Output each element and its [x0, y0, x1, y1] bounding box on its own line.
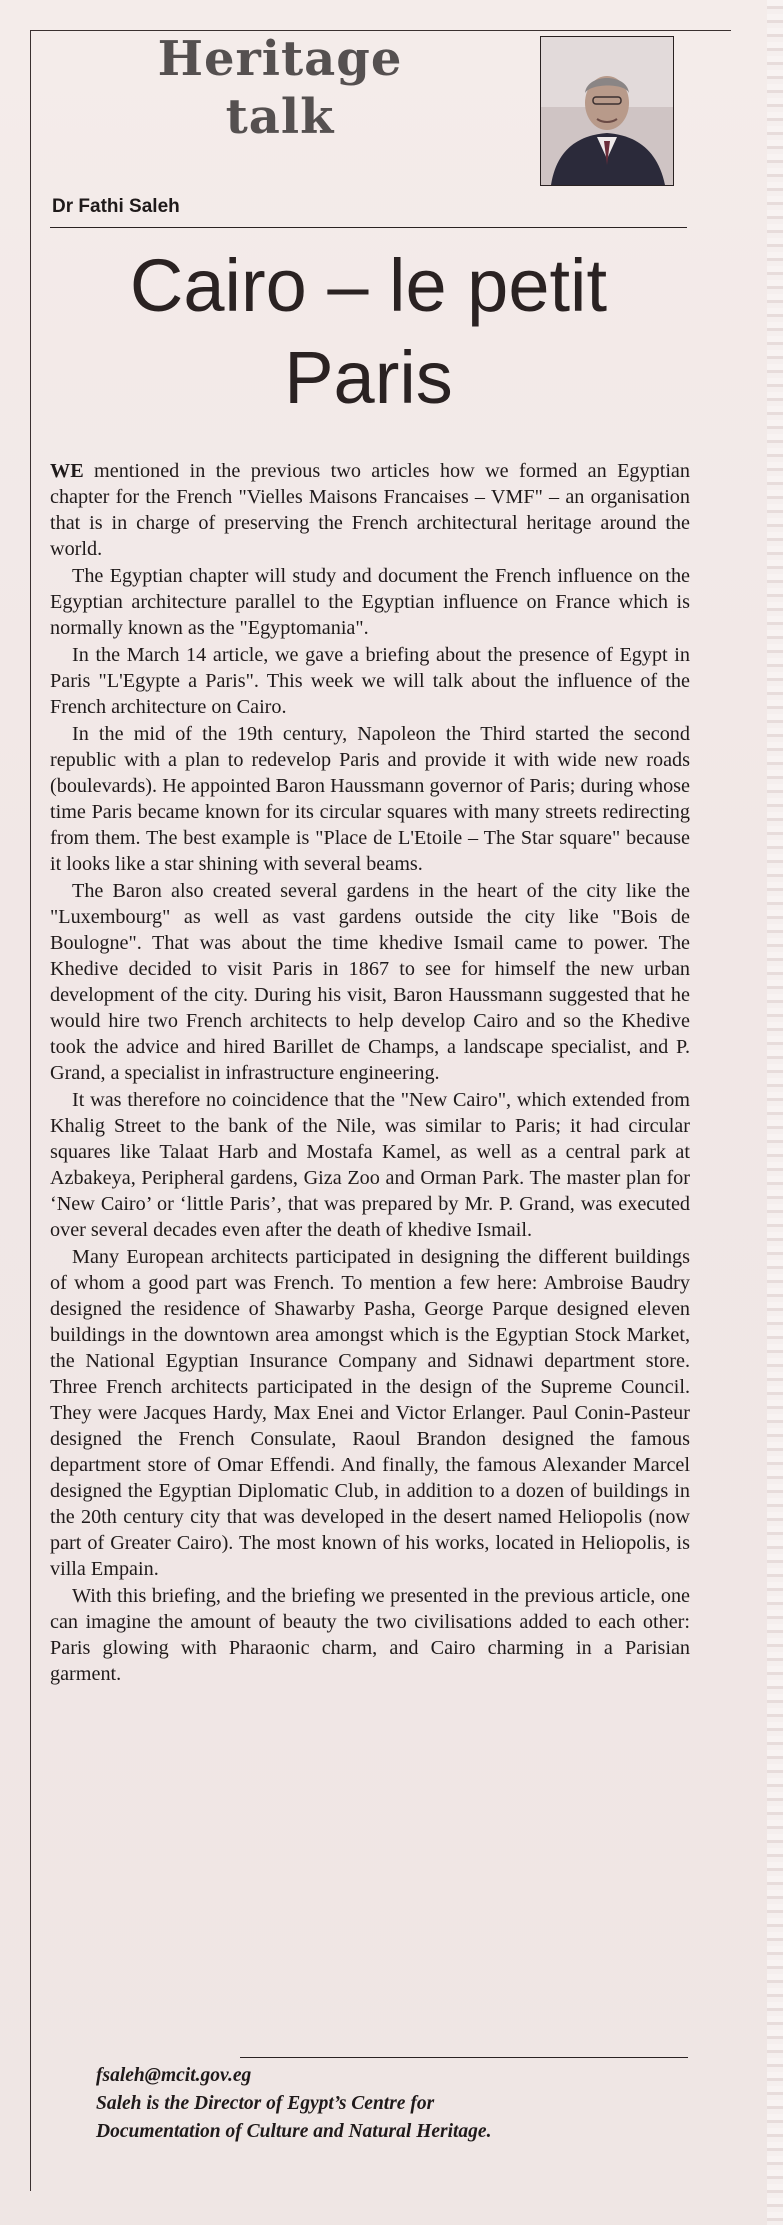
paragraph-4: In the mid of the 19th century, Napoleon the Third started the second republic with a plan to redevelop Paris and provide it with wide new roads (boulevards). He appointed Baron Haussmann governor of Paris; during whose time Paris became known for its circular squares with many streets redirecting from them. The best example is "Place de L'Etoile – The Star square" because it looks like a star shining with several beams. [50, 723, 690, 875]
headline-line2: Paris [284, 336, 453, 419]
column-title [120, 30, 440, 146]
header-divider [50, 227, 687, 228]
paragraph-3: In the March 14 article, we gave a briefing about the presence of Egypt in Paris "L'Egypte a Paris". This week we will talk about the influence of the French architecture on Cairo. [50, 644, 690, 718]
paragraph-1 [50, 458, 690, 562]
author-email: fsaleh@mcit.gov.eg [96, 2065, 252, 2086]
column-title-line1: Heritage [157, 31, 403, 87]
author-bio-line1: Saleh is the Director of Egypt’s Centre for [96, 2093, 435, 2114]
footer-divider [240, 2057, 688, 2058]
author-portrait-icon [541, 37, 673, 185]
author-bio-line2: Documentation of Culture and Natural Heritage. [96, 2121, 492, 2142]
headline-line1: Cairo – le petit [129, 244, 608, 327]
column-title-line2: talk [225, 89, 335, 145]
paragraph-7: Many European architects participated in designing the different buildings of whom a good part was French. To mention a few here: Ambroise Baudry designed the residence of Shawarby Pasha, George Parque designed eleven buildings in the downtown area amongst which is the Egyptian Stock Market, the National Egyptian Insurance Company and Sidnawi department store. Three French architects participated in the design of the Supreme Council. They were Jacques Hardy, Max Enei and Victor Erlanger. Paul Conin-Pasteur designed the French Consulate, Raoul Brandon designed the famous department store of Omar Effendi. And finally, the famous Alexander Marcel designed the Egyptian Diplomatic Club, in addition to a dozen of buildings in the 20th century city that was developed in the desert named Heliopolis (now part of Greater Cairo). The most known of his works, located in Heliopolis, is villa Empain. [50, 1246, 690, 1580]
paragraph-1-text: mentioned in the previous two articles how we formed an Egyptian chapter for the French "Vielles Maisons Francaises – VMF" – an organisation that is in charge of preserving the French architectural heritage around the world. [50, 460, 690, 560]
author-footer [96, 2062, 696, 2146]
torn-paper-edge [767, 0, 783, 2225]
author-photo [540, 36, 674, 186]
paragraph-2: The Egyptian chapter will study and document the French influence on the Egyptian architecture parallel to the Egyptian influence on France which is normally known as the "Egyptomania". [50, 565, 690, 639]
paragraph-5: The Baron also created several gardens in the heart of the city like the "Luxembourg" as well as vast gardens outside the city like "Bois de Boulogne". That was about the time khedive Ismail came to power. The Khedive decided to visit Paris in 1867 to see for himself the new urban development of the city. During his visit, Baron Haussmann suggested that he would hire two French architects to help develop Cairo and so the Khedive took the advice and hired Barillet de Champs, a landscape specialist, and P. Grand, a specialist in infrastructure engineering. [50, 880, 690, 1084]
article-body [50, 458, 690, 1688]
author-name: Dr Fathi Saleh [52, 196, 180, 217]
lead-word: WE [50, 460, 84, 482]
paragraph-6: It was therefore no coincidence that the "New Cairo", which extended from Khalig Street to the bank of the Nile, was similar to Paris; it had circular squares like Talaat Harb and Mostafa Kamel, as well as a central park at Azbakeya, Peripheral gardens, Giza Zoo and Orman Park. The master plan for ‘New Cairo’ or ‘little Paris’, that was prepared by Mr. P. Grand, was executed over several decades even after the death of khedive Ismail. [50, 1089, 690, 1241]
paragraph-8: With this briefing, and the briefing we presented in the previous article, one can imagine the amount of beauty the two civilisations added to each other: Paris glowing with Pharaonic charm, and Cairo charming in a Parisian garment. [50, 1585, 690, 1685]
article-headline [50, 240, 687, 424]
